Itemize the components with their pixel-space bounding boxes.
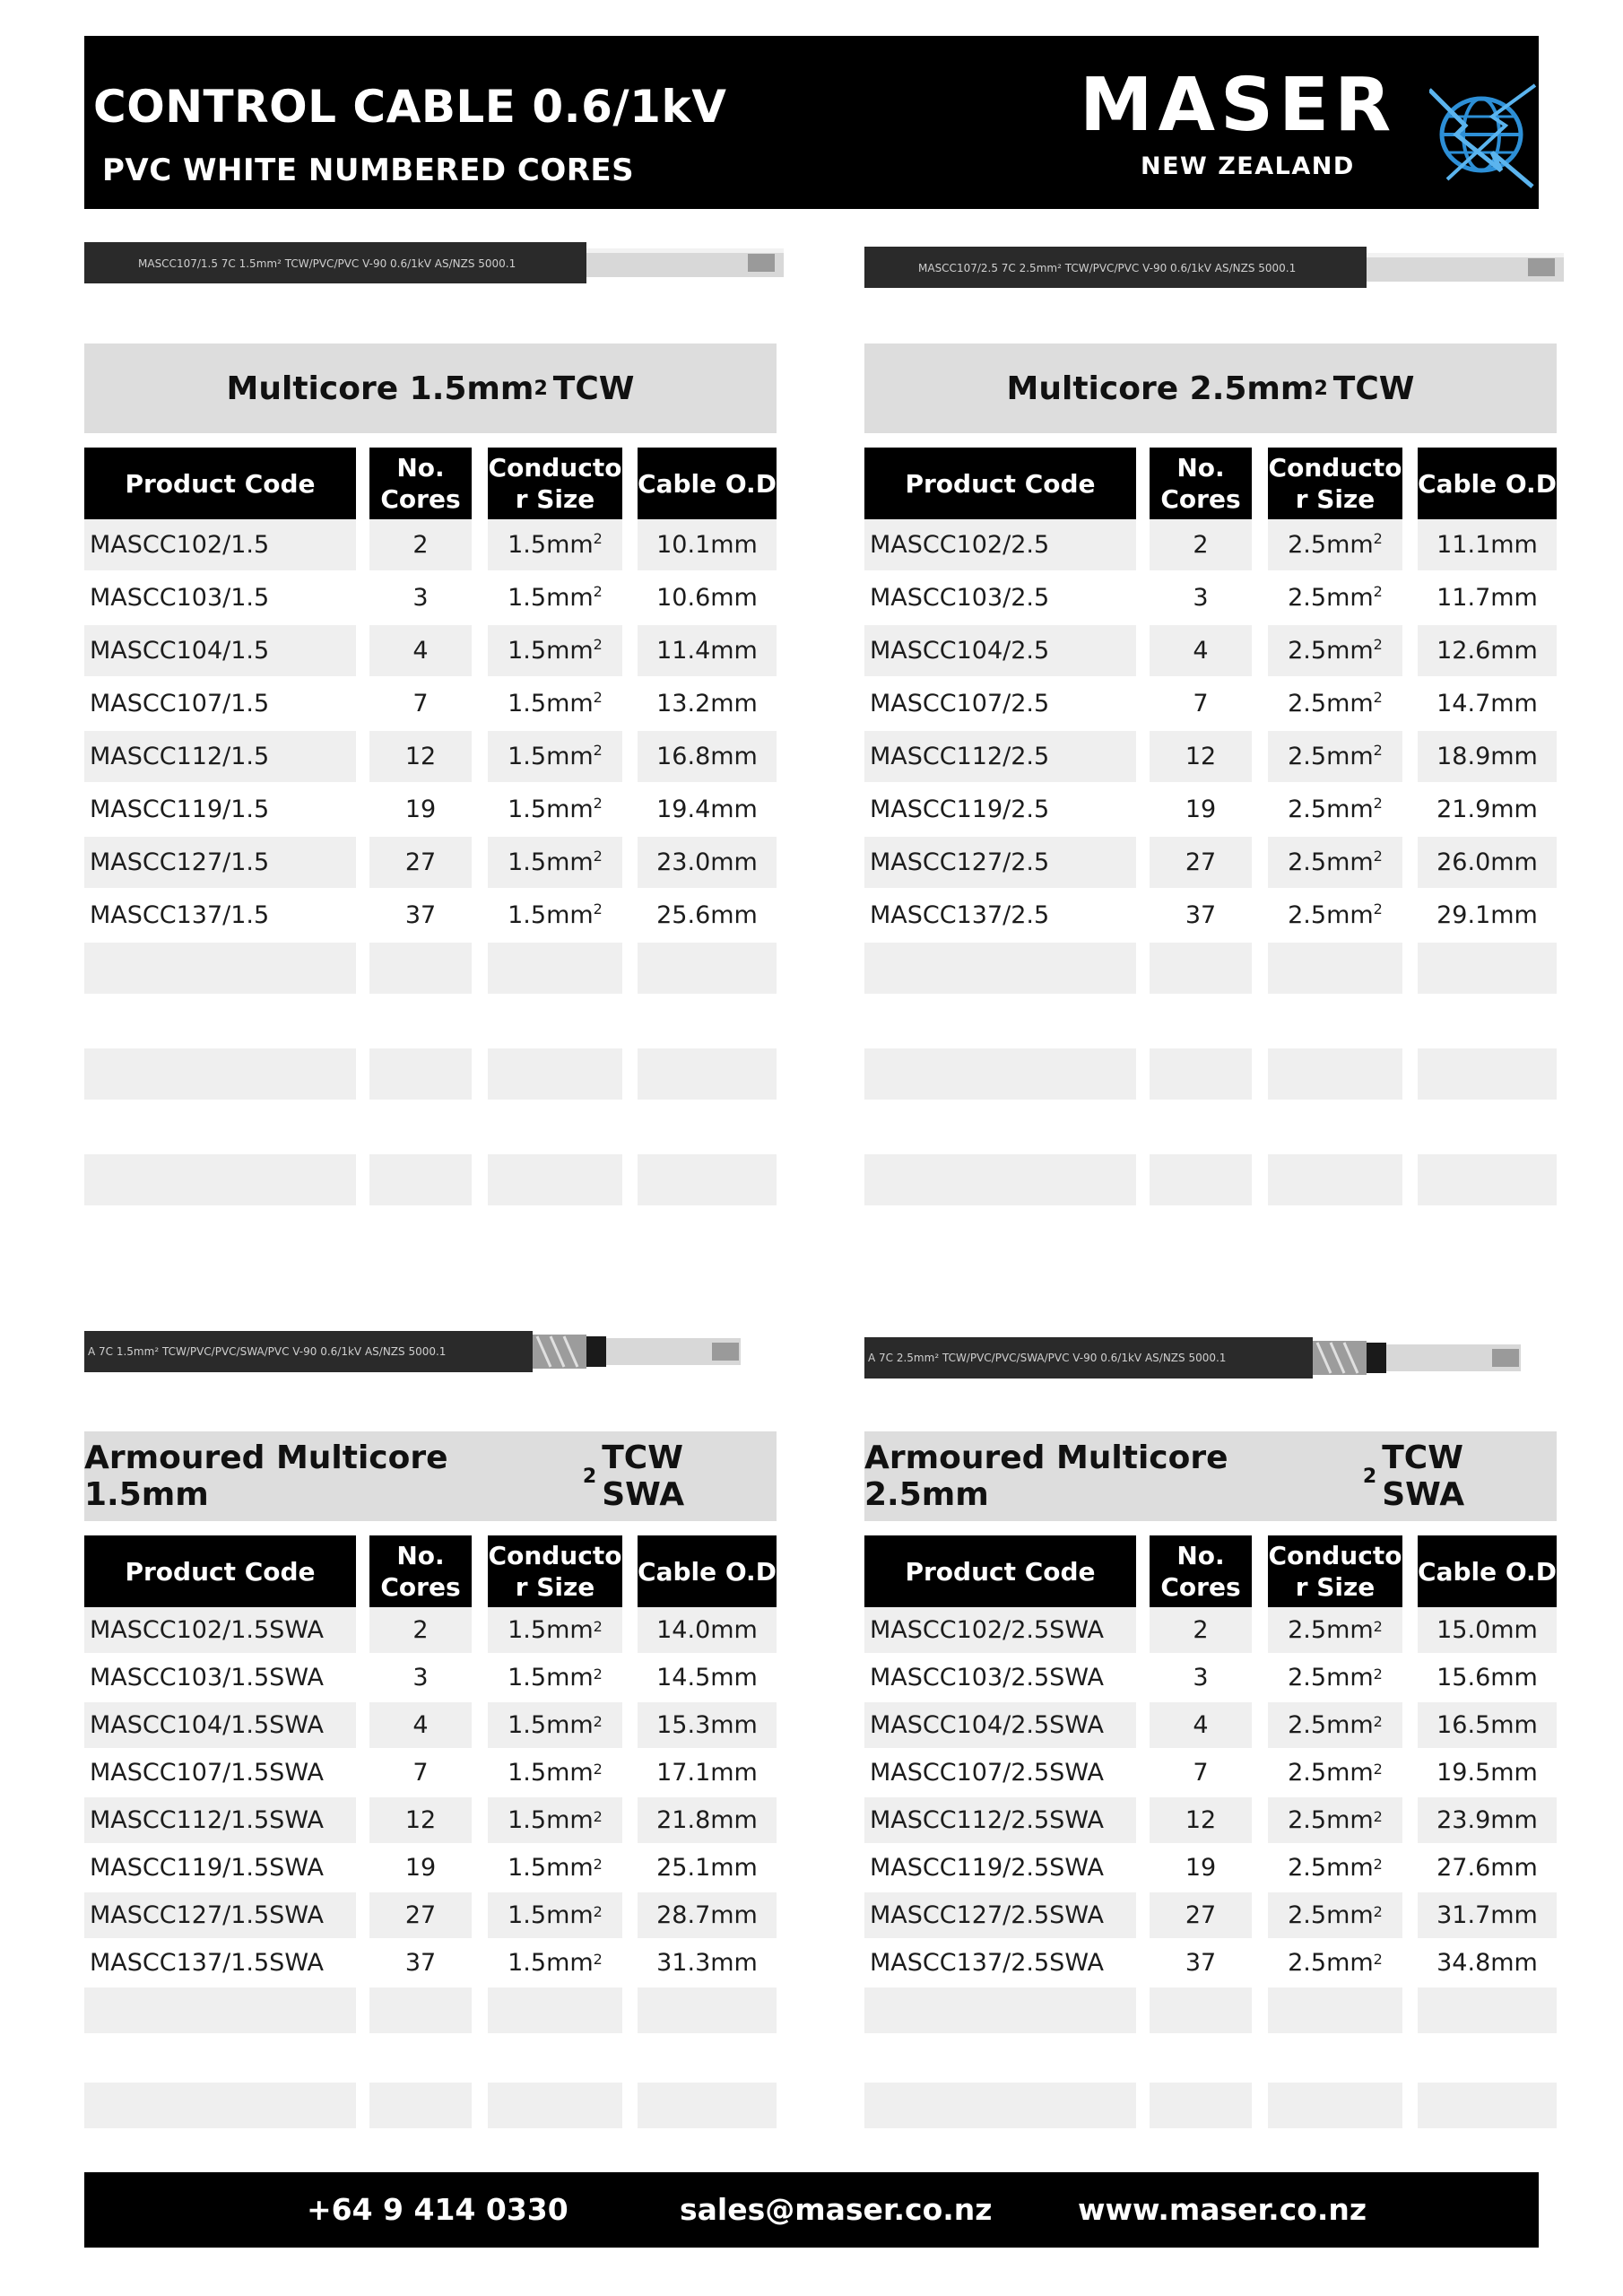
cell-cores: 7 <box>412 1759 429 1787</box>
cell-conductor-size <box>488 1101 622 1152</box>
cell-cores: 3 <box>1193 584 1209 612</box>
table-body <box>864 1607 1557 2130</box>
col-cable-od: Cable O.D <box>1418 448 1557 519</box>
cell-product-code: MASCC127/2.5SWA <box>864 1892 1136 1938</box>
cell-conductor-size: 1.5mm 2 <box>488 1607 622 1653</box>
cell-conductor-size <box>1268 943 1402 994</box>
table-body <box>84 1607 777 2130</box>
cell-cable-od: 14.5mm <box>656 1664 758 1692</box>
table-row-empty <box>864 996 1557 1048</box>
table-row <box>84 1940 777 1987</box>
cell-conductor-size <box>1268 1987 1402 2033</box>
cell-product-code: MASCC107/2.5 <box>870 690 1050 718</box>
page-title: CONTROL CABLE 0.6/1kV <box>93 81 727 133</box>
cell-cores: 4 <box>1150 625 1252 676</box>
cell-product-code: MASCC127/2.5 <box>864 837 1136 888</box>
cell-product-code: MASCC112/2.5 <box>864 731 1136 782</box>
cell-conductor-size <box>488 2083 622 2128</box>
cell-conductor-size <box>488 2035 622 2081</box>
cable-image-multicore-2-5 <box>864 242 1564 294</box>
cable-image-multicore-1-5 <box>84 238 784 290</box>
cell-conductor-size <box>1268 996 1402 1047</box>
table-row <box>864 1702 1557 1750</box>
cell-cores <box>369 996 472 1047</box>
cell-cable-od: 31.7mm <box>1418 1892 1557 1938</box>
cell-product-code: MASCC102/1.5 <box>84 519 356 570</box>
table-row <box>864 678 1557 731</box>
cell-cable-od: 26.0mm <box>1418 837 1557 888</box>
cell-conductor-size: 2.5mm 2 <box>1268 1892 1402 1938</box>
cell-product-code: MASCC137/2.5 <box>870 901 1050 929</box>
table-row-empty <box>864 943 1557 996</box>
section-title: Multicore 2.5mm 2 TCW <box>864 344 1557 433</box>
cell-cable-od: 25.6mm <box>656 901 758 929</box>
cell-cable-od: 25.1mm <box>656 1854 758 1882</box>
cell-conductor-size: 2.5mm $^2$ <box>1268 731 1402 782</box>
table-row <box>864 519 1557 572</box>
cell-product-code: MASCC102/2.5 <box>864 519 1136 570</box>
cell-conductor-size: 2.5mm $^2$ <box>1288 583 1383 612</box>
cell-cores: 37 <box>1185 1949 1217 1977</box>
cell-cores <box>1150 2035 1252 2081</box>
cell-conductor-size <box>488 1987 622 2033</box>
cell-cable-od: 21.8mm <box>638 1797 777 1843</box>
cable-image-armoured-2-5 <box>864 1334 1564 1384</box>
cell-cores: 37 <box>404 901 437 929</box>
footer-website[interactable]: www.maser.co.nz <box>1078 2192 1367 2227</box>
table-row <box>84 678 777 731</box>
cell-product-code: MASCC119/2.5SWA <box>870 1854 1105 1882</box>
cell-product-code <box>84 943 356 994</box>
maser-logo <box>1071 63 1537 197</box>
cell-cores <box>1150 943 1252 994</box>
cell-cable-od <box>638 2035 777 2081</box>
table-row-empty <box>84 1987 777 2035</box>
table-row <box>84 1702 777 1750</box>
cell-product-code: MASCC104/1.5SWA <box>84 1702 356 1748</box>
cell-cores: 27 <box>1150 1892 1252 1938</box>
col-cores: No. Cores <box>369 1535 472 1607</box>
cell-conductor-size <box>488 996 622 1047</box>
cell-conductor-size: 2.5mm 2 <box>1268 1702 1402 1748</box>
cell-cable-od: 16.5mm <box>1418 1702 1557 1748</box>
col-product-code: Product Code <box>84 1535 356 1607</box>
table-row <box>84 1845 777 1892</box>
cell-conductor-size: 1.5mm $^2$ <box>508 795 603 823</box>
cell-cores <box>1150 996 1252 1047</box>
table-header <box>864 1535 1557 1607</box>
col-cores: No. Cores <box>1150 1535 1252 1607</box>
cell-cores: 4 <box>369 1702 472 1748</box>
cell-cores <box>1150 1048 1252 1100</box>
cell-cores <box>1150 1154 1252 1205</box>
cell-conductor-size: 2.5mm $^2$ <box>1288 795 1383 823</box>
cell-cable-od: 23.0mm <box>638 837 777 888</box>
table-row <box>84 837 777 890</box>
col-conductor-size: Conducto r Size <box>488 448 622 519</box>
table-row <box>864 1607 1557 1655</box>
cell-product-code: MASCC137/1.5SWA <box>90 1949 325 1977</box>
cell-conductor-size: 2.5mm $^2$ <box>1268 837 1402 888</box>
cell-conductor-size <box>1268 2083 1402 2128</box>
col-cable-od: Cable O.D <box>638 448 777 519</box>
col-cable-od: Cable O.D <box>638 1535 777 1607</box>
cell-cores: 2 <box>369 519 472 570</box>
table-header <box>84 448 777 519</box>
cell-cable-od: 11.7mm <box>1436 584 1538 612</box>
cell-cores: 27 <box>1150 837 1252 888</box>
cell-conductor-size: 1.5mm 2 <box>508 1664 603 1692</box>
cell-conductor-size <box>488 943 622 994</box>
table-row <box>864 572 1557 625</box>
section-title: Armoured Multicore 2.5mm 2 TCW SWA <box>864 1431 1557 1521</box>
cell-cores: 4 <box>1150 1702 1252 1748</box>
table-row-empty <box>864 1101 1557 1154</box>
cell-cable-od <box>1418 996 1557 1047</box>
cell-cable-od <box>1418 943 1557 994</box>
cell-conductor-size: 2.5mm $^2$ <box>1288 689 1383 718</box>
header-banner <box>84 36 1539 209</box>
col-conductor-size: Conducto r Size <box>1268 448 1402 519</box>
cable-print-text: A 7C 2.5mm² TCW/PVC/PVC/SWA/PVC V-90 0.6/1kV AS/NZS 5000.1 <box>868 1352 1227 1364</box>
cell-conductor-size: 1.5mm 2 <box>508 1759 603 1787</box>
cell-product-code: MASCC107/1.5SWA <box>90 1759 325 1787</box>
table-row-empty <box>864 2035 1557 2083</box>
cell-cores: 19 <box>404 796 437 823</box>
table-row-empty <box>84 2083 777 2130</box>
cable-print-text: MASCC107/1.5 7C 1.5mm² TCW/PVC/PVC V-90 0.6/1kV AS/NZS 5000.1 <box>138 257 516 270</box>
col-product-code: Product Code <box>84 448 356 519</box>
cell-cable-od: 31.3mm <box>656 1949 758 1977</box>
col-product-code: Product Code <box>864 448 1136 519</box>
table-row-empty <box>864 2083 1557 2130</box>
cell-conductor-size: 2.5mm $^2$ <box>1288 900 1383 929</box>
cell-cores: 19 <box>404 1854 437 1882</box>
cell-cable-od <box>638 1048 777 1100</box>
cell-product-code: MASCC107/1.5 <box>90 690 270 718</box>
cell-cable-od: 15.3mm <box>638 1702 777 1748</box>
table-row <box>864 1655 1557 1702</box>
cell-conductor-size: 1.5mm $^2$ <box>508 900 603 929</box>
cell-cable-od <box>1418 2035 1557 2081</box>
cell-cable-od: 19.4mm <box>656 796 758 823</box>
table-row <box>864 625 1557 678</box>
cell-product-code <box>864 1101 1136 1152</box>
cell-cable-od <box>1418 2083 1557 2128</box>
col-cable-od: Cable O.D <box>1418 1535 1557 1607</box>
table-body <box>84 519 777 1207</box>
table-row-empty <box>84 1048 777 1101</box>
table-row <box>84 890 777 943</box>
cell-product-code: MASCC119/2.5 <box>870 796 1050 823</box>
cell-product-code: MASCC112/2.5SWA <box>864 1797 1136 1843</box>
cell-conductor-size: 1.5mm $^2$ <box>488 625 622 676</box>
cell-cores <box>369 2083 472 2128</box>
cell-cable-od: 29.1mm <box>1436 901 1538 929</box>
cell-product-code: MASCC103/2.5SWA <box>870 1664 1105 1692</box>
cell-cores <box>369 943 472 994</box>
cell-conductor-size: 1.5mm $^2$ <box>508 583 603 612</box>
table-row <box>84 625 777 678</box>
cell-product-code: MASCC104/2.5 <box>864 625 1136 676</box>
cell-cores: 2 <box>1150 519 1252 570</box>
cell-cable-od: 17.1mm <box>656 1759 758 1787</box>
table-row <box>84 1750 777 1797</box>
cell-product-code <box>864 996 1136 1047</box>
cell-product-code: MASCC137/1.5 <box>90 901 270 929</box>
cell-product-code: MASCC112/1.5 <box>84 731 356 782</box>
cell-conductor-size: 2.5mm 2 <box>1288 1949 1383 1977</box>
cell-cable-od <box>638 996 777 1047</box>
cell-cable-od <box>638 1987 777 2033</box>
cable-image-armoured-1-5 <box>84 1327 784 1378</box>
section-title: Multicore 1.5mm 2 TCW <box>84 344 777 433</box>
cell-cable-od: 23.9mm <box>1418 1797 1557 1843</box>
table-row-empty <box>84 1154 777 1207</box>
cell-cores: 2 <box>1150 1607 1252 1653</box>
cell-cable-od <box>1418 1154 1557 1205</box>
footer-email[interactable]: sales@maser.co.nz <box>680 2192 993 2227</box>
cell-conductor-size: 2.5mm 2 <box>1268 1607 1402 1653</box>
table-row <box>864 1845 1557 1892</box>
cell-cores: 7 <box>1193 1759 1209 1787</box>
table-row <box>864 1940 1557 1987</box>
cell-product-code <box>84 996 356 1047</box>
cell-cable-od: 14.7mm <box>1436 690 1538 718</box>
cell-product-code: MASCC104/1.5 <box>84 625 356 676</box>
cell-product-code <box>864 1154 1136 1205</box>
cell-cores: 4 <box>369 625 472 676</box>
table-row <box>84 519 777 572</box>
cell-conductor-size: 2.5mm 2 <box>1268 1797 1402 1843</box>
cell-product-code: MASCC103/1.5 <box>90 584 270 612</box>
table-header <box>864 448 1557 519</box>
table-row-empty <box>84 943 777 996</box>
cell-cable-od: 10.6mm <box>656 584 758 612</box>
cell-cores: 12 <box>369 1797 472 1843</box>
cell-cores <box>369 1987 472 2033</box>
globe-lightning-icon <box>1429 81 1537 188</box>
cell-conductor-size <box>1268 1101 1402 1152</box>
cell-cable-od: 16.8mm <box>638 731 777 782</box>
cell-cores: 7 <box>412 690 429 718</box>
cell-cores <box>1150 1987 1252 2033</box>
cell-product-code <box>864 1987 1136 2033</box>
footer-phone[interactable]: +64 9 414 0330 <box>307 2192 568 2227</box>
table-row-empty <box>864 1048 1557 1101</box>
cell-cores: 37 <box>1185 901 1217 929</box>
cell-conductor-size: 1.5mm 2 <box>488 1702 622 1748</box>
table-row <box>84 1892 777 1940</box>
table-row <box>84 572 777 625</box>
cell-cable-od <box>638 1154 777 1205</box>
cell-cable-od: 11.1mm <box>1418 519 1557 570</box>
cell-conductor-size <box>488 1048 622 1100</box>
cell-product-code: MASCC127/1.5 <box>84 837 356 888</box>
cell-conductor-size: 1.5mm $^2$ <box>488 519 622 570</box>
table-row <box>864 731 1557 784</box>
cell-product-code: MASCC119/1.5SWA <box>90 1854 325 1882</box>
cell-product-code: MASCC104/2.5SWA <box>864 1702 1136 1748</box>
cell-product-code <box>84 1101 356 1152</box>
cell-conductor-size: 2.5mm $^2$ <box>1268 519 1402 570</box>
cell-product-code: MASCC112/1.5SWA <box>84 1797 356 1843</box>
cell-cores: 19 <box>1185 1854 1217 1882</box>
cell-conductor-size: 1.5mm $^2$ <box>488 837 622 888</box>
col-cores: No. Cores <box>1150 448 1252 519</box>
cell-cores: 3 <box>412 1664 429 1692</box>
footer-contact-bar <box>84 2172 1539 2248</box>
cell-cores: 12 <box>1150 731 1252 782</box>
section-title: Armoured Multicore 1.5mm 2 TCW SWA <box>84 1431 777 1521</box>
logo-subtext: NEW ZEALAND <box>1141 152 1355 180</box>
cell-product-code <box>864 2083 1136 2128</box>
cell-cores: 3 <box>412 584 429 612</box>
cell-cable-od <box>1418 1987 1557 2033</box>
cable-print-text: A 7C 1.5mm² TCW/PVC/PVC/SWA/PVC V-90 0.6/1kV AS/NZS 5000.1 <box>88 1345 447 1358</box>
cell-cable-od <box>638 2083 777 2128</box>
cell-cable-od: 10.1mm <box>638 519 777 570</box>
table-row <box>864 1750 1557 1797</box>
cell-cable-od <box>1418 1101 1557 1152</box>
table-row <box>864 837 1557 890</box>
cell-cable-od: 14.0mm <box>638 1607 777 1653</box>
cell-conductor-size <box>488 1154 622 1205</box>
table-row <box>864 1892 1557 1940</box>
table-row <box>84 784 777 837</box>
cell-conductor-size: 2.5mm $^2$ <box>1268 625 1402 676</box>
cell-cable-od: 13.2mm <box>656 690 758 718</box>
cell-conductor-size <box>1268 1154 1402 1205</box>
cell-conductor-size: 2.5mm 2 <box>1288 1854 1383 1882</box>
cell-conductor-size: 1.5mm 2 <box>488 1797 622 1843</box>
table-row-empty <box>864 1154 1557 1207</box>
cell-cable-od: 27.6mm <box>1436 1854 1538 1882</box>
table-row-empty <box>84 1101 777 1154</box>
cell-product-code: MASCC103/2.5 <box>870 584 1050 612</box>
cell-product-code: MASCC103/1.5SWA <box>90 1664 325 1692</box>
cell-cable-od: 19.5mm <box>1436 1759 1538 1787</box>
table-header <box>84 1535 777 1607</box>
cell-product-code <box>84 2083 356 2128</box>
cell-conductor-size: 2.5mm 2 <box>1288 1759 1383 1787</box>
col-conductor-size: Conducto r Size <box>1268 1535 1402 1607</box>
cell-cores: 27 <box>369 837 472 888</box>
cell-product-code: MASCC102/2.5SWA <box>864 1607 1136 1653</box>
col-conductor-size: Conducto r Size <box>488 1535 622 1607</box>
cell-cable-od <box>1418 1048 1557 1100</box>
cell-cores <box>369 2035 472 2081</box>
cell-product-code: MASCC119/1.5 <box>90 796 270 823</box>
table-row <box>84 731 777 784</box>
cell-conductor-size <box>1268 1048 1402 1100</box>
cell-product-code <box>84 1154 356 1205</box>
table-row <box>84 1607 777 1655</box>
cell-conductor-size: 1.5mm $^2$ <box>488 731 622 782</box>
cell-cores: 12 <box>1150 1797 1252 1843</box>
table-row-empty <box>84 2035 777 2083</box>
cell-cores <box>1150 2083 1252 2128</box>
cell-product-code <box>864 1048 1136 1100</box>
cell-cable-od: 15.0mm <box>1418 1607 1557 1653</box>
cell-product-code: MASCC102/1.5SWA <box>84 1607 356 1653</box>
table-row <box>864 1797 1557 1845</box>
col-cores: No. Cores <box>369 448 472 519</box>
table-body <box>864 519 1557 1207</box>
col-product-code: Product Code <box>864 1535 1136 1607</box>
cell-conductor-size: 1.5mm 2 <box>508 1949 603 1977</box>
table-row <box>84 1655 777 1702</box>
cell-cable-od: 15.6mm <box>1436 1664 1538 1692</box>
cell-cores <box>369 1048 472 1100</box>
table-armoured-1-5 <box>84 1431 777 2130</box>
table-row <box>84 1797 777 1845</box>
cell-conductor-size: 1.5mm $^2$ <box>508 689 603 718</box>
cell-product-code: MASCC127/1.5SWA <box>84 1892 356 1938</box>
cell-conductor-size: 1.5mm 2 <box>488 1892 622 1938</box>
cell-conductor-size <box>1268 2035 1402 2081</box>
cell-product-code <box>84 2035 356 2081</box>
cell-cores: 3 <box>1193 1664 1209 1692</box>
cell-product-code <box>864 943 1136 994</box>
table-row-empty <box>864 1987 1557 2035</box>
cell-cores: 37 <box>404 1949 437 1977</box>
cell-product-code <box>864 2035 1136 2081</box>
cell-cable-od: 28.7mm <box>638 1892 777 1938</box>
logo-wordmark: MASER <box>1080 63 1397 148</box>
cell-cores: 19 <box>1185 796 1217 823</box>
cell-cable-od <box>638 1101 777 1152</box>
table-armoured-2-5 <box>864 1431 1557 2130</box>
cable-print-text: MASCC107/2.5 7C 2.5mm² TCW/PVC/PVC V-90 0.6/1kV AS/NZS 5000.1 <box>918 262 1297 274</box>
cell-conductor-size: 2.5mm 2 <box>1288 1664 1383 1692</box>
table-multicore-1-5 <box>84 344 777 1207</box>
table-row <box>864 784 1557 837</box>
cell-cable-od: 18.9mm <box>1418 731 1557 782</box>
cell-cores <box>1150 1101 1252 1152</box>
cell-product-code <box>84 1987 356 2033</box>
cell-cable-od <box>638 943 777 994</box>
cell-cable-od: 34.8mm <box>1436 1949 1538 1977</box>
cell-cores: 27 <box>369 1892 472 1938</box>
table-multicore-2-5 <box>864 344 1557 1207</box>
cell-cores: 12 <box>369 731 472 782</box>
table-row <box>864 890 1557 943</box>
table-row-empty <box>84 996 777 1048</box>
cell-product-code: MASCC107/2.5SWA <box>870 1759 1105 1787</box>
cell-cores: 2 <box>369 1607 472 1653</box>
cell-cable-od: 12.6mm <box>1418 625 1557 676</box>
cell-cores: 7 <box>1193 690 1209 718</box>
cell-cable-od: 21.9mm <box>1436 796 1538 823</box>
page-subtitle: PVC WHITE NUMBERED CORES <box>102 152 635 188</box>
cell-cable-od: 11.4mm <box>638 625 777 676</box>
cell-cores <box>369 1101 472 1152</box>
cell-product-code <box>84 1048 356 1100</box>
cell-conductor-size: 1.5mm 2 <box>508 1854 603 1882</box>
cell-cores <box>369 1154 472 1205</box>
cell-product-code: MASCC137/2.5SWA <box>870 1949 1105 1977</box>
